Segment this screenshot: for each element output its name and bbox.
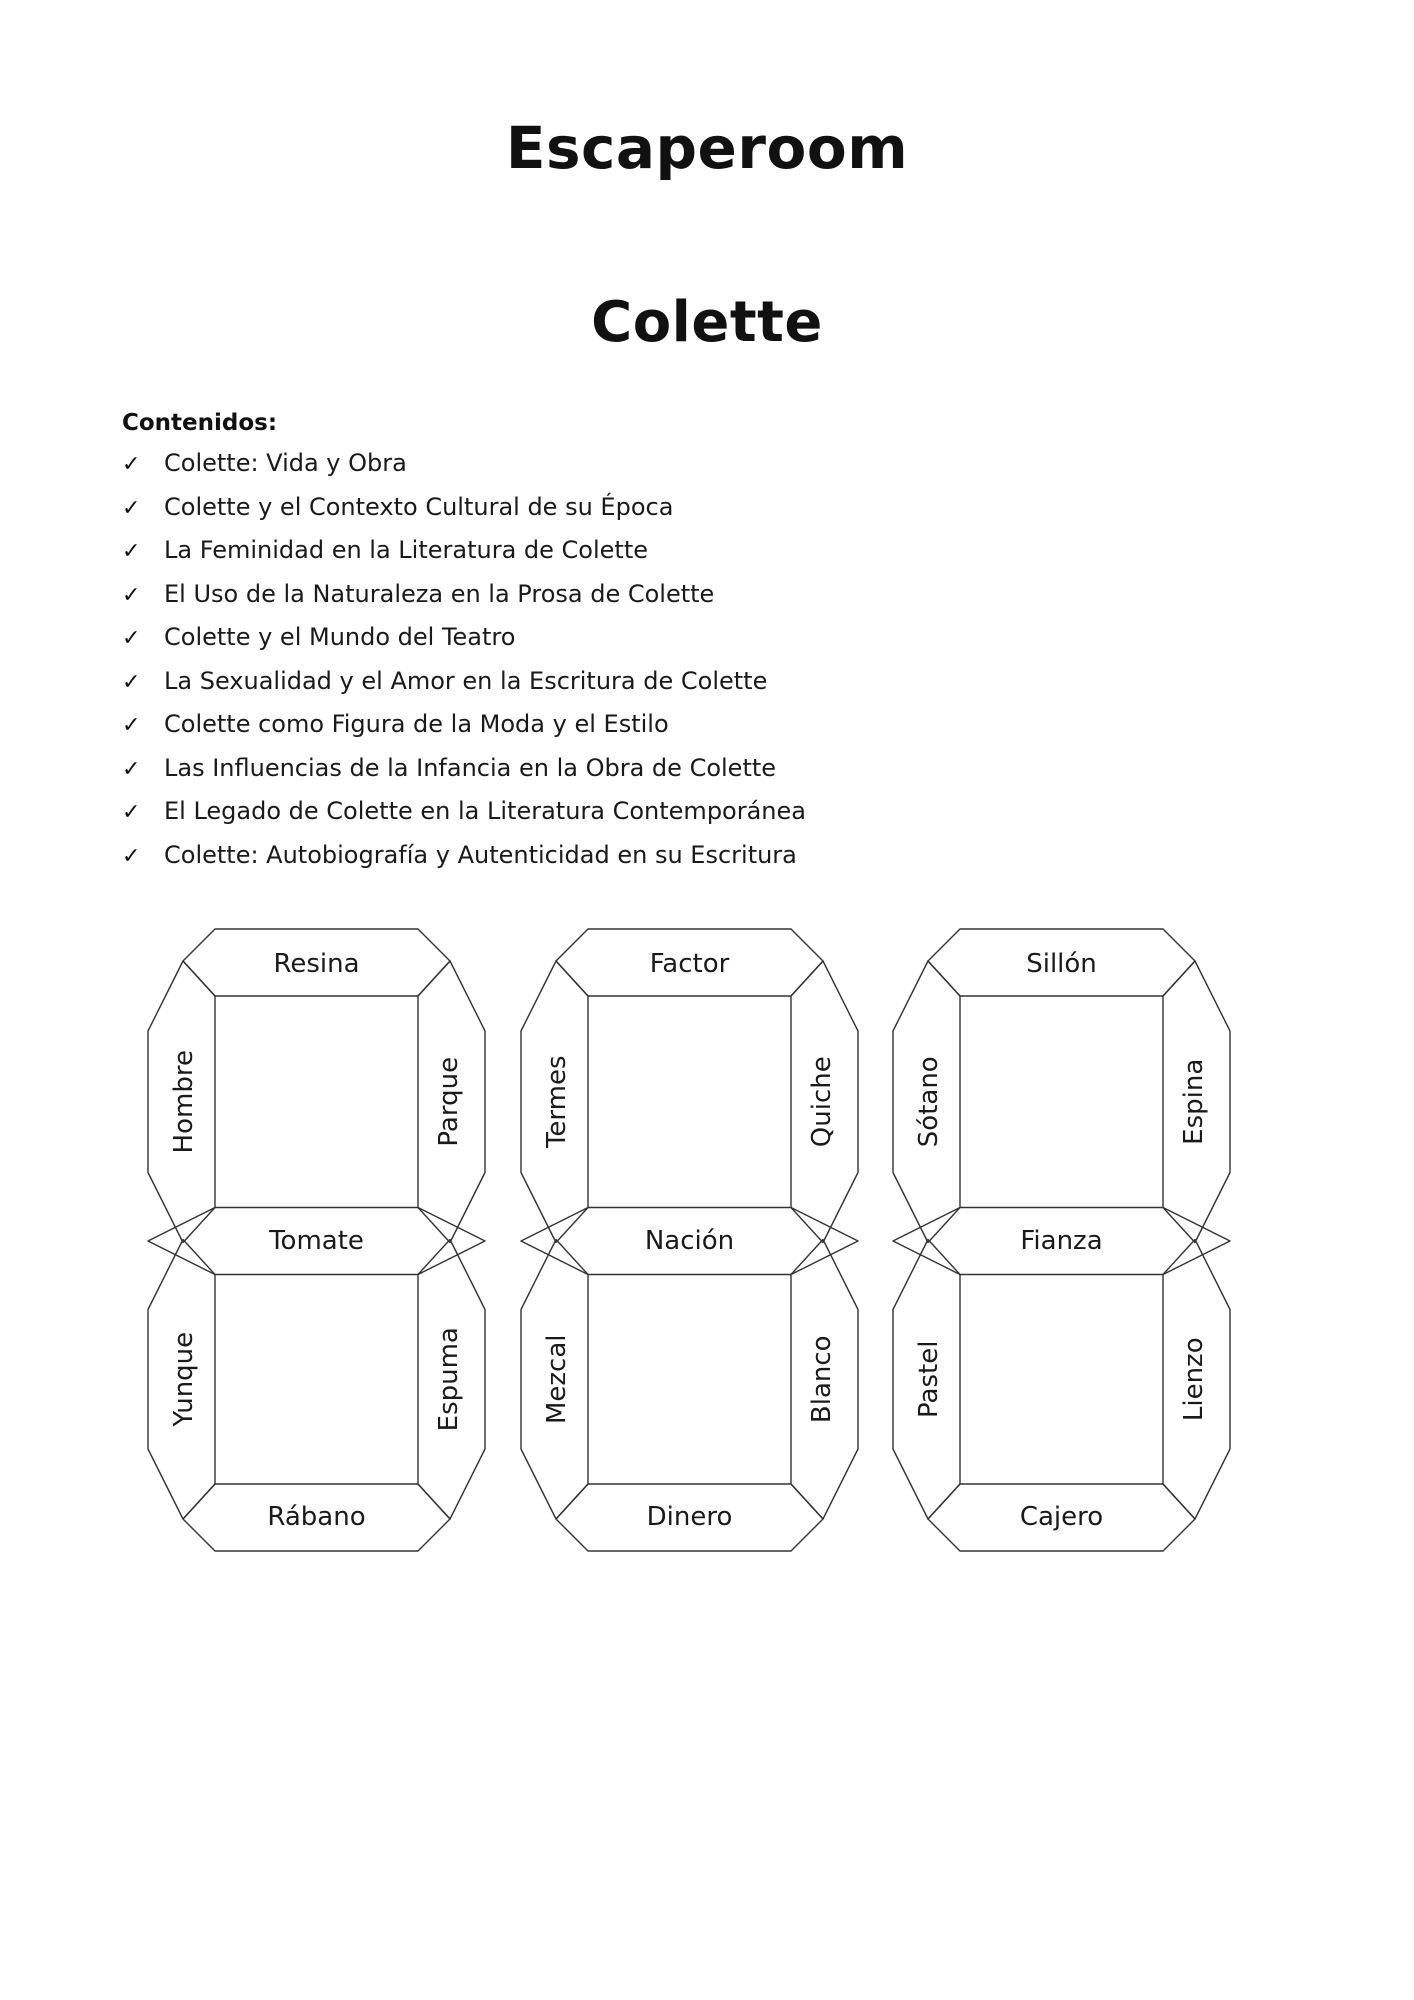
- check-icon: ✓: [122, 713, 141, 738]
- segment-label-lower-right: Espuma: [434, 1327, 464, 1432]
- list-item-text: La Feminidad en la Literatura de Colette: [164, 536, 649, 564]
- check-icon: ✓: [122, 582, 141, 608]
- check-icon: ✓: [122, 669, 141, 695]
- segment-label-top: Factor: [649, 949, 730, 979]
- check-icon: ✓: [122, 452, 141, 477]
- check-icon: ✓: [122, 800, 141, 825]
- segment-label-lower-left: Pastel: [914, 1340, 944, 1418]
- segment-label-upper-right: Espina: [1179, 1058, 1209, 1145]
- segment-label-upper-left: Hombre: [169, 1050, 199, 1154]
- list-item-text: El Uso de la Naturaleza en la Prosa de Colette: [164, 579, 715, 608]
- list-item-text: Colette y el Mundo del Teatro: [164, 623, 516, 651]
- list-item-text: Colette: Vida y Obra: [164, 449, 407, 477]
- segment-label-lower-left: Mezcal: [542, 1334, 572, 1425]
- list-item-text: El Legado de Colette en la Literatura Contemporánea: [164, 797, 806, 825]
- segment-label-lower-left: Yunque: [169, 1331, 199, 1427]
- segment-label-middle: Fianza: [1020, 1226, 1103, 1256]
- document-subtitle: Colette: [591, 290, 823, 355]
- segment-label-middle: Tomate: [269, 1226, 364, 1256]
- segment-label-bottom: Rábano: [267, 1502, 366, 1532]
- segment-label-lower-right: Lienzo: [1179, 1337, 1209, 1422]
- segment-label-upper-left: Termes: [542, 1055, 572, 1149]
- segment-label-lower-right: Blanco: [807, 1335, 837, 1424]
- list-item-text: Las Influencias de la Infancia en la Obra de Colette: [164, 753, 777, 782]
- segment-label-bottom: Dinero: [646, 1502, 733, 1532]
- segment-label-top: Sillón: [1026, 949, 1097, 979]
- contents-heading: Contenidos:: [122, 410, 278, 436]
- segment-label-upper-left: Sótano: [914, 1056, 944, 1148]
- segment-label-upper-right: Parque: [434, 1056, 464, 1147]
- document-title: Escaperoom: [505, 114, 909, 182]
- segment-label-upper-right: Quiche: [807, 1056, 837, 1148]
- check-icon: ✓: [122, 539, 141, 564]
- check-icon: ✓: [122, 626, 141, 651]
- segment-label-bottom: Cajero: [1019, 1502, 1104, 1532]
- list-item-text: Colette y el Contexto Cultural de su Época: [164, 492, 674, 521]
- segment-label-top: Resina: [273, 949, 360, 979]
- segment-label-middle: Nación: [644, 1226, 735, 1256]
- check-icon: ✓: [122, 843, 141, 869]
- list-item-text: La Sexualidad y el Amor en la Escritura de Colette: [164, 666, 768, 695]
- check-icon: ✓: [122, 495, 141, 521]
- check-icon: ✓: [122, 756, 141, 782]
- list-item-text: Colette como Figura de la Moda y el Estilo: [164, 710, 669, 738]
- list-item-text: Colette: Autobiografía y Autenticidad en su Escritura: [164, 840, 797, 869]
